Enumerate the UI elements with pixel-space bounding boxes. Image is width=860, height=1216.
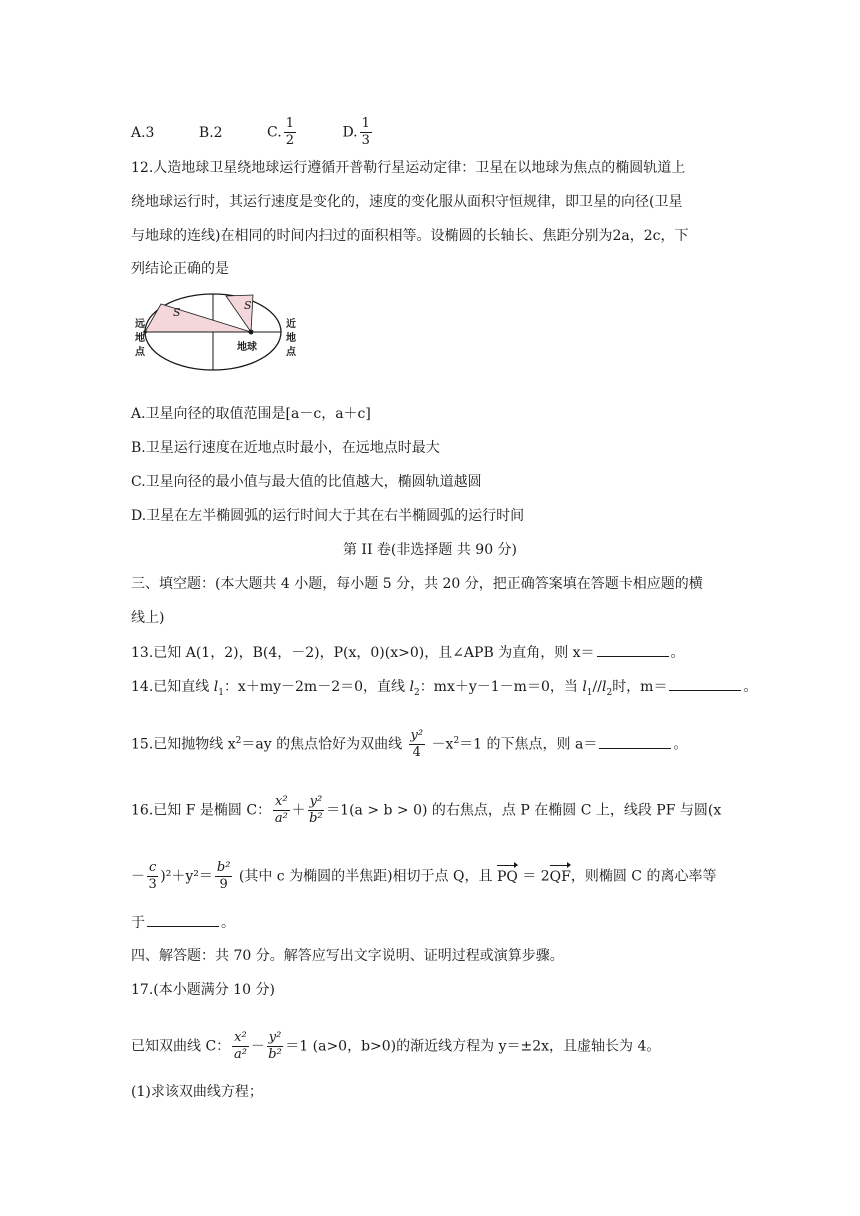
svg-text:远: 远 (135, 319, 145, 330)
q17-title: 17.(本小题满分 10 分) (131, 982, 275, 998)
svg-text:地: 地 (286, 333, 296, 344)
ellipse-orbit-diagram (131, 287, 311, 373)
q16-answer-blank (147, 912, 219, 927)
svg-text:点: 点 (135, 347, 145, 358)
q11-option-a: A.3 (131, 124, 155, 141)
part-2-title: 第 II 卷(非选择题 共 90 分) (342, 542, 518, 558)
q12-line-3: 与地球的连线)在相同的时间内扫过的面积相等。设椭圆的长轴长、焦距分别为2a，2c，下 (131, 228, 689, 244)
vector-qf: QF (549, 868, 571, 885)
q17-sub-1: (1)求该双曲线方程； (131, 1084, 263, 1100)
svg-text:点: 点 (286, 347, 296, 358)
q13-answer-blank (597, 642, 669, 657)
section-4: 四、解答题：共 70 分。解答应写出文字说明、证明过程或演算步骤。 (131, 948, 564, 964)
svg-text:近: 近 (286, 319, 296, 330)
q11-options (131, 116, 414, 149)
q12-option-b: B.卫星运行速度在近地点时最小，在远地点时最大 (131, 440, 440, 456)
q12-line-4: 列结论正确的是 (131, 261, 229, 277)
q15-answer-blank (599, 734, 671, 749)
q15: 15.已知抛物线 $x^2=ay$ 的焦点恰好为双曲线 $\frac{\text{y²}}{4}$ $-x^2=1$ 的下焦点，则 a＝ 。 (131, 728, 688, 760)
section-3-line-1: 三、填空题：(本大题共 4 小题，每小题 5 分，共 20 分，把正确答案填在答题卡相应题的横 (131, 576, 703, 592)
section-3-line-2: 线上) (131, 610, 165, 626)
q11-option-b: B.2 (198, 124, 223, 141)
q12-option-c: C.卫星向径的最小值与最大值的比值越大，椭圆轨道越圆 (131, 474, 482, 490)
earth-label: 地球 (237, 342, 257, 353)
q17-statement: 已知双曲线 C： $\frac{\text{x²}}{\text{a²}}$ － $\frac{\text{y²}}{\text{b²}}$ ＝1 (a>0，b>0)的渐近线方程为 y＝±2x，且虚轴长为 4。 (131, 1030, 661, 1062)
q11-option-c: C. $\frac{1}{2}$ (267, 116, 294, 148)
q11-option-d: D. $\frac{1}{3}$ (342, 116, 370, 148)
q12-option-a: A.卫星向径的取值范围是[a－c，a＋c] (131, 406, 371, 422)
q13: 13.已知 A(1，2)，B(4，－2)，P(x，0)(x>0)，且∠APB 为直角，则 x＝ 。 (131, 642, 685, 663)
s-label-right: S (244, 299, 252, 312)
s-label-left: S (173, 306, 181, 319)
q12-option-d: D.卫星在左半椭圆弧的运行时间大于其在右半椭圆弧的运行时间 (131, 508, 525, 524)
vector-pq: PQ (496, 868, 518, 885)
q16-line-2: － $\frac{c}{3}$ )²＋y²＝ $\frac{\text{b²}}{9}$ (其中 c 为椭圆的半焦距)相切于点 Q，且 PQ ＝ 2QF，则椭圆 C 的离心率等 (131, 860, 717, 892)
svg-text:地: 地 (135, 333, 145, 344)
q16-line-3: 于 。 (131, 912, 235, 933)
earth-focus (249, 330, 254, 335)
q12-line-2: 绕地球运行时，其运行速度是变化的，速度的变化服从面积守恒规律，即卫星的向径(卫星 (131, 194, 683, 210)
q14-answer-blank (669, 676, 741, 691)
q12-line-1: 12.人造地球卫星绕地球运行遵循开普勒行星运动定律：卫星在以地球为焦点的椭圆轨道上 (131, 160, 686, 176)
q16-line-1: 16.已知 F 是椭圆 C： $\frac{\text{x²}}{\text{a²}}$ ＋ $\frac{\text{y²}}{\text{b²}}$ ＝1(a > b > 0) 的右焦点，点 P 在椭圆 C 上，线段 PF 与圆(x (131, 794, 722, 826)
q14: 14.已知直线 $l_1$：x＋my－2m－2＝0，直线 $l_2$：mx＋y－1－m＝0，当 $l_1//l_2$时，m＝ 。 (131, 676, 757, 703)
